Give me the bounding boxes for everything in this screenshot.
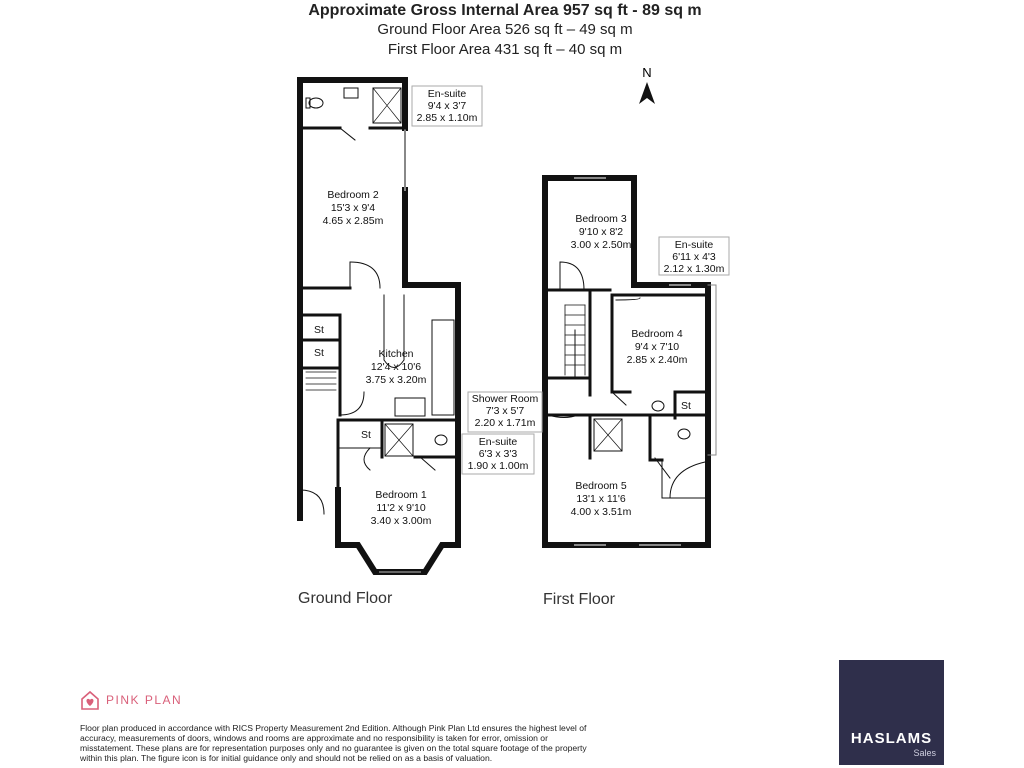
agent-name: HASLAMS: [850, 730, 933, 747]
bedroom2-metric: 4.65 x 2.85m: [322, 215, 384, 227]
ff-ensuite-metric: 2.12 x 1.30m: [663, 263, 725, 275]
bedroom4-name: Bedroom 4: [631, 328, 683, 340]
st-label-2: St: [314, 347, 324, 359]
bedroom3-imperial: 9'10 x 8'2: [578, 226, 624, 238]
bedroom5-imperial: 13'1 x 11'6: [576, 493, 626, 505]
shower-room-metric: 2.20 x 1.71m: [474, 417, 536, 429]
ff-ensuite-name: En-suite: [674, 239, 714, 251]
ground-floor-area: Ground Floor Area 526 sq ft – 49 sq m: [377, 21, 633, 38]
bedroom3-metric: 3.00 x 2.50m: [570, 239, 632, 251]
gf-ensuite2-name: En-suite: [478, 436, 518, 448]
pink-plan-logo: [80, 689, 182, 711]
bedroom4-metric: 2.85 x 2.40m: [626, 354, 688, 366]
st-label-1: St: [314, 324, 324, 336]
house-heart-icon: [80, 689, 100, 711]
ff-ensuite-imperial: 6'11 x 4'3: [672, 251, 716, 263]
ground-floor-label: Ground Floor: [298, 590, 393, 607]
shower-room-imperial: 7'3 x 5'7: [485, 405, 525, 417]
gf-ensuite-name: En-suite: [427, 88, 467, 100]
kitchen-imperial: 12'4 x 10'6: [370, 361, 422, 373]
north-compass-icon: [639, 65, 655, 104]
shower-room-name: Shower Room: [471, 393, 539, 405]
kitchen-name: Kitchen: [378, 348, 414, 360]
bedroom1-metric: 3.40 x 3.00m: [370, 515, 432, 527]
bedroom5-name: Bedroom 5: [575, 480, 627, 492]
ff-st-label: St: [681, 400, 691, 412]
compass-label: N: [642, 65, 652, 80]
bedroom1-name: Bedroom 1: [375, 489, 427, 501]
area-title: Approximate Gross Internal Area 957 sq ft - 89 sq m: [308, 2, 702, 19]
bedroom3-name: Bedroom 3: [575, 213, 627, 225]
bedroom5-metric: 4.00 x 3.51m: [570, 506, 632, 518]
bedroom2-name: Bedroom 2: [327, 189, 379, 201]
haslams-logo: [839, 660, 944, 765]
bedroom2-imperial: 15'3 x 9'4: [330, 202, 376, 214]
bedroom4-imperial: 9'4 x 7'10: [634, 341, 680, 353]
disclaimer-text: Floor plan produced in accordance with RICS Property Measurement 2nd Edition. Although Pink Plan Ltd ensures the highest level of accuracy, measurements of doors, windows and rooms are approximate and no responsibility is taken for error, omission or misstatement. These plans are for representation purposes only and no guarantee is given on the total square footage of the property within this plan. The figure icon is for initial guidance only and should not be relied on as a basis of valuation.: [80, 723, 587, 763]
gf-ensuite2-metric: 1.90 x 1.00m: [467, 460, 529, 472]
pink-plan-logo-text: PINK PLAN: [106, 693, 183, 707]
first-floor-label: First Floor: [543, 591, 615, 608]
bedroom1-imperial: 11'2 x 9'10: [376, 502, 426, 514]
first-floor-area: First Floor Area 431 sq ft – 40 sq m: [387, 41, 623, 58]
gf-ensuite2-imperial: 6'3 x 3'3: [478, 448, 518, 460]
gf-ensuite-imperial: 9'4 x 3'7: [427, 100, 467, 112]
gf-ensuite-metric: 2.85 x 1.10m: [416, 112, 478, 124]
agent-sub: Sales: [913, 748, 936, 758]
kitchen-metric: 3.75 x 3.20m: [365, 374, 427, 386]
st-label-3: St: [361, 429, 371, 441]
